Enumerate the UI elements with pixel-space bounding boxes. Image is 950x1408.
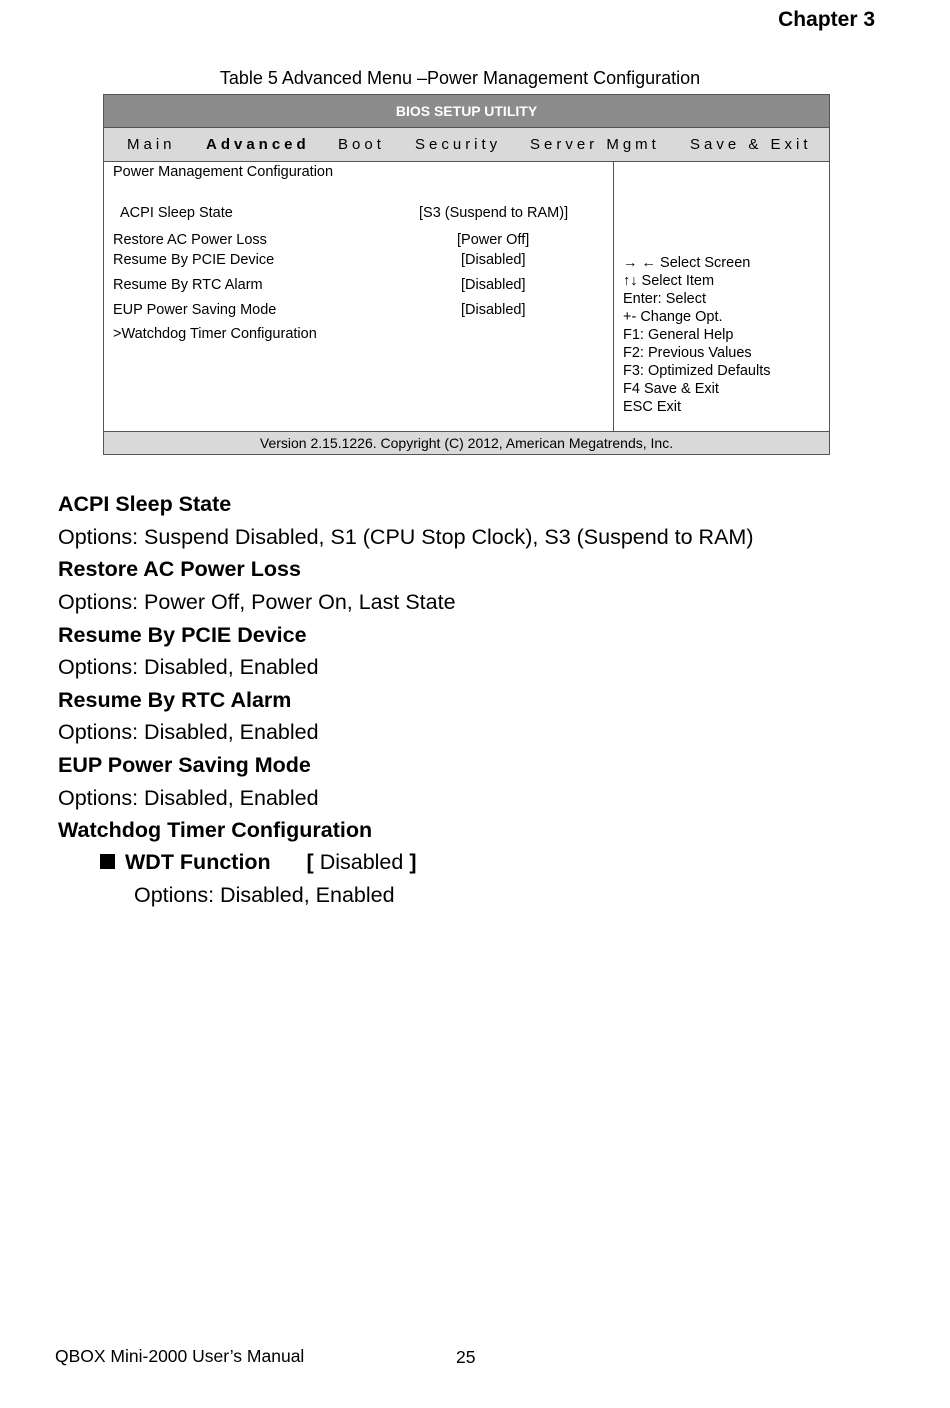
- bios-screenshot: [103, 94, 830, 455]
- help-f2: F2: Previous Values: [623, 345, 752, 361]
- table-caption: Table 5 Advanced Menu –Power Management Configuration: [219, 68, 701, 88]
- wdt-bracket-close: ]: [409, 850, 417, 874]
- help-change-opt: +- Change Opt.: [623, 309, 723, 325]
- acpi-sleep-value[interactable]: [S3 (Suspend to RAM)]: [419, 205, 569, 221]
- menu-boot[interactable]: Boot: [338, 136, 385, 153]
- bios-settings-panel: [104, 162, 614, 431]
- manual-title: QBOX Mini-2000 User’s Manual: [55, 1346, 305, 1366]
- bios-title: BIOS SETUP UTILITY: [104, 95, 829, 128]
- acpi-sleep-label[interactable]: ACPI Sleep State: [120, 205, 233, 221]
- square-bullet-icon: [100, 854, 115, 869]
- menu-security[interactable]: Security: [415, 136, 502, 153]
- wdt-value: Disabled: [319, 850, 404, 874]
- bios-section-title: Power Management Configuration: [113, 164, 334, 180]
- help-f1: F1: General Help: [623, 327, 734, 343]
- section-title-resume-pcie: Resume By PCIE Device: [58, 623, 307, 647]
- section-title-acpi: ACPI Sleep State: [58, 492, 232, 516]
- help-f3: F3: Optimized Defaults: [623, 363, 771, 379]
- section-options-restore-ac: Options: Power Off, Power On, Last State: [58, 590, 456, 614]
- resume-pcie-value[interactable]: [Disabled]: [461, 252, 526, 268]
- section-options-resume-rtc: Options: Disabled, Enabled: [58, 720, 319, 744]
- help-f4: F4 Save & Exit: [623, 381, 719, 397]
- eup-power-label[interactable]: EUP Power Saving Mode: [113, 302, 277, 318]
- eup-power-value[interactable]: [Disabled]: [461, 302, 526, 318]
- section-title-watchdog: Watchdog Timer Configuration: [58, 818, 373, 842]
- watchdog-submenu-link[interactable]: >Watchdog Timer Configuration: [113, 326, 317, 342]
- bios-help-panel: [614, 162, 829, 431]
- resume-rtc-label[interactable]: Resume By RTC Alarm: [113, 277, 263, 293]
- help-enter: Enter: Select: [623, 291, 707, 307]
- wdt-function-line: [100, 850, 417, 875]
- page-number: 25: [456, 1347, 476, 1367]
- wdt-bracket-open: [: [306, 850, 314, 874]
- menu-main[interactable]: Main: [127, 136, 176, 153]
- wdt-label: WDT Function: [125, 850, 271, 874]
- bios-body: [104, 162, 829, 431]
- section-title-resume-rtc: Resume By RTC Alarm: [58, 688, 292, 712]
- menu-server-mgmt[interactable]: Server Mgmt: [530, 136, 660, 153]
- bios-version-footer: Version 2.15.1226. Copyright (C) 2012, American Megatrends, Inc.: [104, 431, 829, 454]
- section-title-eup: EUP Power Saving Mode: [58, 753, 311, 777]
- help-esc: ESC Exit: [623, 399, 682, 415]
- restore-ac-value[interactable]: [Power Off]: [457, 232, 530, 248]
- help-select-item: ↑↓ Select Item: [623, 273, 715, 289]
- menu-save-exit[interactable]: Save & Exit: [690, 136, 812, 153]
- section-options-eup: Options: Disabled, Enabled: [58, 786, 319, 810]
- section-options-acpi: Options: Suspend Disabled, S1 (CPU Stop Clock), S3 (Suspend to RAM): [58, 525, 754, 549]
- help-select-screen: → ← Select Screen: [623, 255, 751, 271]
- resume-rtc-value[interactable]: [Disabled]: [461, 277, 526, 293]
- resume-pcie-label[interactable]: Resume By PCIE Device: [113, 252, 275, 268]
- menu-advanced[interactable]: Advanced: [206, 136, 310, 153]
- wdt-options: Options: Disabled, Enabled: [134, 883, 395, 907]
- section-options-resume-pcie: Options: Disabled, Enabled: [58, 655, 319, 679]
- restore-ac-label[interactable]: Restore AC Power Loss: [113, 232, 267, 248]
- section-title-restore-ac: Restore AC Power Loss: [58, 557, 301, 581]
- chapter-heading: Chapter 3: [778, 8, 875, 31]
- bios-menu-bar: [104, 128, 829, 162]
